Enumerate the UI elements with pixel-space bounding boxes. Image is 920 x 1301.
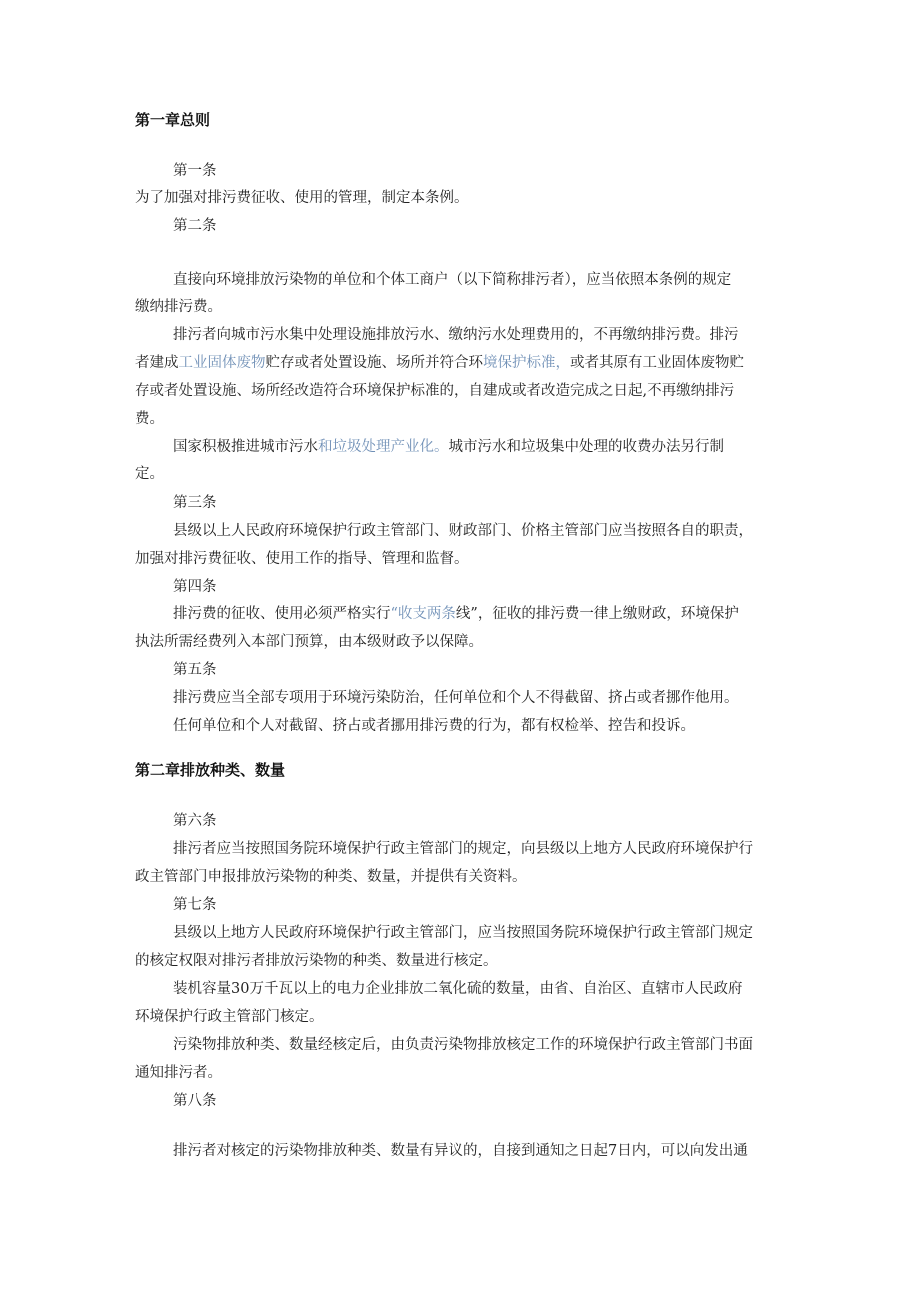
article-7-p1-line1: 县级以上地方人民政府环境保护行政主管部门，应当按照国务院环境保护行政主管部门规定 [173, 925, 753, 941]
text-segment: 城市污水和垃圾集中处理的收费办法另行制 [448, 439, 724, 455]
article-1-label: 第一条 [173, 163, 217, 179]
article-7-p3-line1: 污染物排放种类、数量经核定后，由负责污染物排放核定工作的环境保护行政主管部门书面 [173, 1037, 753, 1053]
article-8-label: 第八条 [173, 1093, 217, 1109]
article-4-line1 [173, 604, 739, 624]
article-7-p2-line2: 环境保护行政主管部门核定。 [135, 1009, 324, 1025]
article-5-label: 第五条 [173, 662, 217, 678]
text-segment: 者建成 [135, 355, 179, 371]
article-7-p3-line2: 通知排污者。 [135, 1065, 222, 1081]
link-environmental-standard[interactable]: 境保护标准， [483, 355, 570, 371]
article-2-p3-line2: 定。 [135, 466, 164, 482]
article-3-line1: 县级以上人民政府环境保护行政主管部门、财政部门、价格主管部门应当按照各自的职责， [173, 523, 753, 539]
article-2-p2-line3: 存或者处置设施、场所经改造符合环境保护标准的，自建成或者改造完成之日起,不再缴纳排污 [135, 383, 735, 399]
article-6-line2: 政主管部门申报排放污染物的种类、数量，并提供有关资料。 [135, 869, 527, 885]
article-7-p1-line2: 的核定权限对排污者排放污染物的种类、数量进行核定。 [135, 953, 498, 969]
text-segment: 排污费的征收、使用必须严格实行 [173, 606, 391, 622]
article-8-line1: 排污者对核定的污染物排放种类、数量有异议的，自接到通知之日起7日内，可以向发出通 [173, 1143, 748, 1159]
article-5-p1: 排污费应当全部专项用于环境污染防治，任何单位和个人不得截留、挤占或者挪作他用。 [173, 690, 739, 706]
chapter-1-title: 第一章总则 [135, 111, 211, 129]
article-2-p1-line2: 缴纳排污费。 [135, 299, 222, 315]
article-2-p3-line1 [173, 437, 724, 457]
text-segment: 或者其原有工业固体废物贮 [570, 355, 744, 371]
text-segment: 国家积极推进城市污水 [173, 439, 318, 455]
link-industrial-solid-waste[interactable]: 工业固体废物 [178, 355, 266, 371]
article-2-label: 第二条 [173, 218, 217, 234]
article-6-line1: 排污者应当按照国务院环境保护行政主管部门的规定，向县级以上地方人民政府环境保护行 [173, 841, 753, 857]
article-2-p2-line4: 费。 [135, 411, 164, 427]
article-5-p2: 任何单位和个人对截留、挤占或者挪用排污费的行为，都有权检举、控告和投诉。 [173, 718, 695, 734]
article-4-line2: 执法所需经费列入本部门预算，由本级财政予以保障。 [135, 634, 483, 650]
article-1-text: 为了加强对排污费征收、使用的管理，制定本条例。 [135, 190, 469, 206]
article-3-label: 第三条 [173, 495, 217, 511]
article-2-p1-line1: 直接向环境排放污染物的单位和个体工商户（以下简称排污者），应当依照本条例的规定 [173, 272, 732, 288]
text-segment: 贮存或者处置设施、场所并符合环 [265, 355, 483, 371]
article-7-p2-line1: 装机容量30万千瓦以上的电力企业排放二氧化硫的数量，由省、自治区、直辖市人民政府 [173, 981, 743, 997]
article-7-label: 第七条 [173, 897, 217, 913]
link-garbage-industrialization[interactable]: 和垃圾处理产业化。 [318, 439, 449, 455]
article-6-label: 第六条 [173, 813, 217, 829]
article-2-p2-line2 [135, 353, 744, 373]
chapter-2-title: 第二章排放种类、数量 [135, 761, 286, 779]
article-3-line2: 加强对排污费征收、使用工作的指导、管理和监督。 [135, 551, 469, 567]
text-segment: 线”，征收的排污费一律上缴财政，环境保护 [455, 606, 739, 622]
article-2-p2-line1: 排污者向城市污水集中处理设施排放污水、缴纳污水处理费用的，不再缴纳排污费。排污 [173, 327, 739, 343]
article-4-label: 第四条 [173, 579, 217, 595]
link-two-lines[interactable]: “收支两条 [390, 606, 456, 622]
